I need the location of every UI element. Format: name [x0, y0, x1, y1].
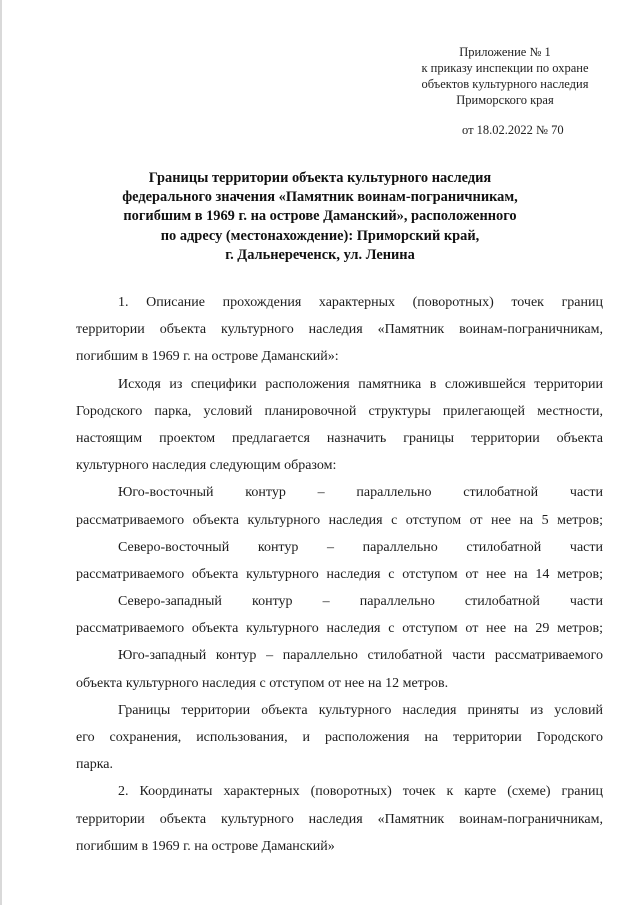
title-line: по адресу (местонахождение): Приморский край, [160, 227, 480, 244]
paragraph-coordinates [76, 778, 603, 860]
body-line: погибшим в 1969 г. на острове Даманский» [76, 838, 335, 854]
body-line: культурного наследия следующим образом: [76, 458, 337, 474]
paragraph-northwest-contour [76, 588, 603, 642]
body-line: 1. Описание прохождения характерных (поворотных) точек границ [118, 295, 603, 310]
paragraph-southeast-contour [76, 479, 603, 533]
body-line: Юго-восточный контур – параллельно стилобатной части [118, 485, 603, 501]
paragraph-proposal [76, 371, 603, 480]
body-line: 2. Координаты характерных (поворотных) точек к карте (схеме) границ [118, 784, 603, 800]
title-line: Границы территории объекта культурного наследия [148, 170, 492, 186]
paragraph-boundary-conditions [76, 697, 603, 779]
appendix-number: Приложение № 1 [459, 45, 551, 59]
body-line: его сохранения, использования, и расположения на территории Городского [76, 730, 603, 745]
paragraph-northeast-contour [76, 534, 603, 588]
document-title [80, 169, 560, 265]
paragraph-boundary-description [76, 289, 603, 371]
body-line: парка. [76, 757, 114, 773]
body-line: объекта культурного наследия с отступом от нее на 12 метров. [76, 675, 449, 691]
body-line: Исходя из специфики расположения памятника в сложившейся территории [118, 376, 603, 392]
body-line: Северо-восточный контур – параллельно стилобатной части [118, 539, 603, 555]
body-line: Границы территории объекта культурного наследия приняты из условий [118, 702, 603, 718]
scan-edge [0, 0, 2, 905]
body-line: настоящим проектом предлагается назначить границы территории объекта [76, 430, 603, 446]
appendix-order-ref: к приказу инспекции по охране [421, 61, 589, 75]
body-line: погибшим в 1969 г. на острове Даманский»: [76, 349, 339, 365]
body-line: рассматриваемого объекта культурного наследия с отступом от нее на 5 метров; [76, 512, 603, 528]
paragraph-southwest-contour [76, 642, 603, 696]
body-line: рассматриваемого объекта культурного наследия с отступом от нее на 14 метров; [76, 566, 603, 582]
body-line: Северо-западный контур – параллельно стилобатной части [118, 594, 603, 610]
body-line: Юго-западный контур – параллельно стилобатной части рассматриваемого [118, 648, 603, 664]
appendix-header [400, 44, 610, 108]
document-body [76, 289, 603, 860]
body-line: Городского парка, условий планировочной структуры прилегающей местности, [76, 403, 603, 419]
title-line: погибшим в 1969 г. на острове Даманский», расположенного [123, 208, 517, 225]
appendix-authority: объектов культурного наследия [421, 77, 589, 91]
title-line: федерального значения «Памятник воинам-пограничникам, [122, 189, 518, 206]
body-line: территории объекта культурного наследия «Памятник воинам-пограничникам, [76, 322, 603, 338]
body-line: рассматриваемого объекта культурного наследия с отступом от нее на 29 метров; [76, 621, 603, 637]
appendix-region: Приморского края [456, 93, 554, 107]
appendix-date: от 18.02.2022 № 70 [462, 123, 564, 137]
body-line: территории объекта культурного наследия «Памятник воинам-пограничникам, [76, 811, 603, 827]
title-line: г. Дальнереченск, ул. Ленина [225, 246, 415, 263]
